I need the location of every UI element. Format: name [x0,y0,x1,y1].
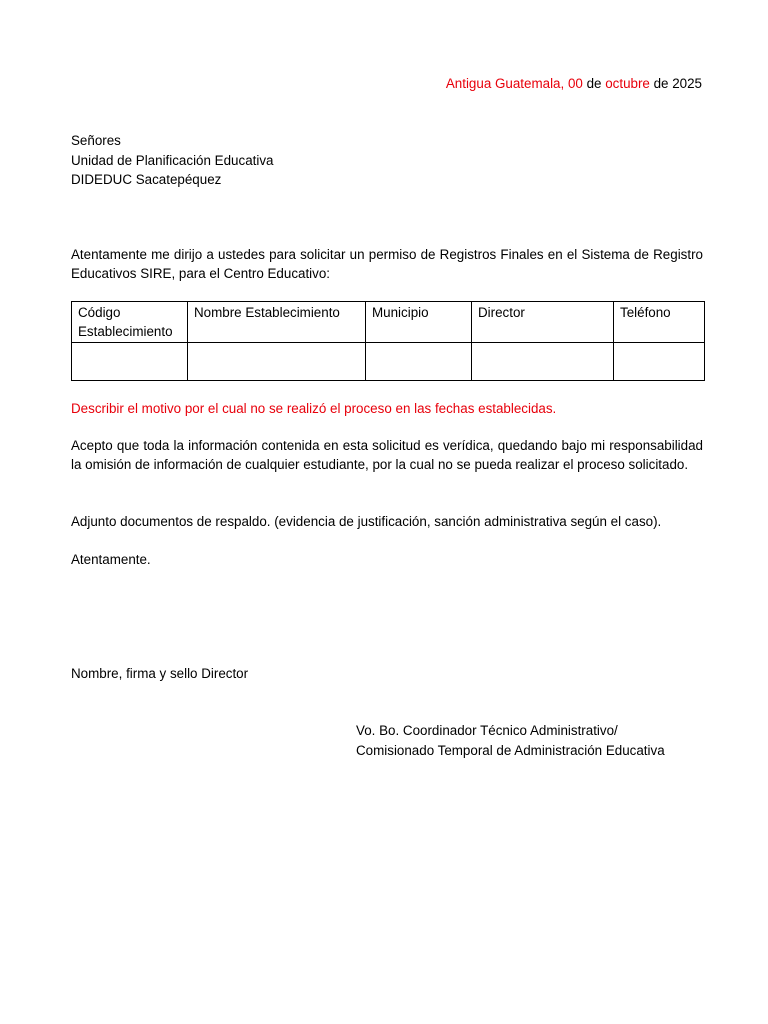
table-row [72,343,705,381]
signature-line: Nombre, firma y sello Director [71,666,249,681]
establishment-table [71,301,705,381]
closing: Atentamente. [71,552,151,567]
addressee-office: DIDEDUC Sacatepéquez [71,172,222,187]
date-line [446,75,702,92]
date-month: octubre [605,76,650,91]
header-municipio: Municipio [366,302,472,343]
acceptance-paragraph: Acepto que toda la información contenida en esta solicitud es verídica, quedando bajo mi responsabilidad la omisión de información de cualquier estudiante, por la cual no se pueda realizar el proceso solicitado. [71,438,703,472]
approval-line-2: Comisionado Temporal de Administración Educativa [356,742,665,758]
cell-director [472,343,614,381]
addressee-unit: Unidad de Planificación Educativa [71,152,274,168]
date-sep-1: de [582,76,606,91]
motivo-instruction: Describir el motivo por el cual no se realizó el proceso en las fechas establecidas. [71,401,557,416]
intro-paragraph: Atentamente me dirijo a ustedes para solicitar un permiso de Registros Finales en el Sistema de Registro Educativos SIRE, para el Centro Educativo: [71,247,703,281]
attachments-paragraph: Adjunto documentos de respaldo. (evidencia de justificación, sanción administrativa según el caso). [71,514,662,529]
addressee-block [71,131,273,190]
header-codigo: Código Establecimiento [72,302,188,343]
approval-line-1: Vo. Bo. Coordinador Técnico Administrativo/ [356,723,618,738]
cell-nombre [188,343,366,381]
cell-codigo [72,343,188,381]
header-nombre: Nombre Establecimiento [188,302,366,343]
cell-municipio [366,343,472,381]
date-day: 00 [567,76,583,91]
header-director: Director [472,302,614,343]
table-header-row [72,302,705,343]
date-place: Antigua Guatemala, [445,76,568,91]
approval-block [356,721,665,760]
cell-telefono [614,343,705,381]
header-telefono: Teléfono [614,302,705,343]
date-year: de 2025 [649,76,702,91]
addressee-salutation: Señores [71,133,121,148]
